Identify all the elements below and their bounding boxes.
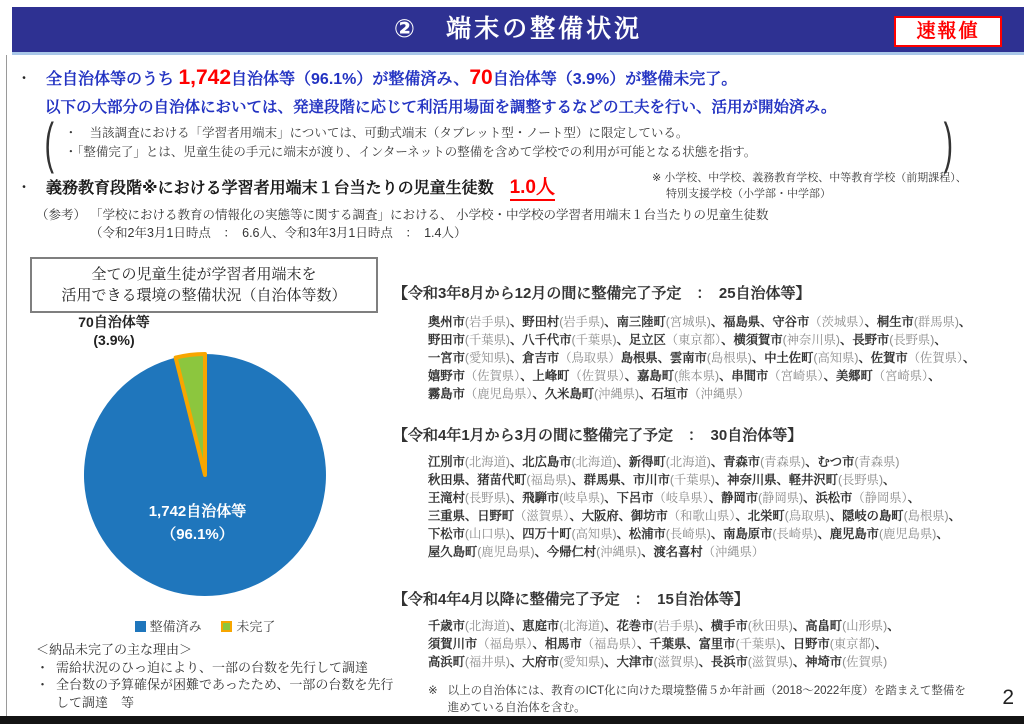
legend-swatch-orange-icon [221, 621, 232, 632]
footnote-mark: ※ [428, 685, 438, 697]
legend-item-incomplete: 未完了 [221, 616, 275, 635]
group2-heading: 【令和4年1月から3月の間に整備完了予定 ： 30自治体等】 [393, 427, 803, 444]
pie-label-incomplete: 70自治体等 (3.9%) [78, 314, 150, 348]
incomplete-reasons-title: ＜納品未完了の主な理由＞ [36, 642, 193, 657]
group1-heading: 【令和3年8月から12月の間に整備完了予定 ： 25自治体等】 [393, 285, 811, 302]
pie-label-complete: 1,742自治体等 （96.1%） [148, 503, 247, 543]
reference-lines: 「学校における教育の情報化の実態等に関する調査」における、 小学校・中学校の学習者用端末１台当たりの児童生徒数 （令和2年3月1日時点 ： 6.6人、令和3年3月1日時点 ： 1.4人） [90, 208, 769, 240]
summary-text-tail: 自治体等（3.9%）が整備未完了。 [492, 71, 738, 88]
summary-count-incomplete: 70 [469, 66, 493, 89]
definition-note-box [40, 111, 958, 174]
school-types-note: ※ 小学校、中学校、義務教育学校、中等教育学校（前期課程）、 特別支援学校（小学部・中学部） [652, 172, 967, 200]
summary-count-complete: 1,742 [178, 66, 232, 89]
summary-text-pre: 全自治体等のうち [46, 71, 179, 88]
devices-per-student-label: 義務教育段階※における学習者用端末１台当たりの児童生徒数 [46, 180, 494, 197]
flash-report-badge: 速報値 [894, 16, 1002, 47]
footnote [428, 683, 994, 717]
group3-municipality-list: 千歳市(北海道)、恵庭市(北海道)、花巻市(岩手県)、横手市(秋田県)、高畠町(山形県)、 須賀川市（福島県）、相馬市（福島県）、千葉県、富里市(千葉県)、日野市(東京都)、 高浜町(福井県)、大府市(愛知県)、大津市(滋賀県)、長浜市(滋賀県)、神埼市(佐賀県) [428, 619, 900, 669]
legend-item-complete: 整備済み [135, 616, 202, 635]
definition-note-lines: ・ 当該調査における「学習者用端末」については、可動式端末（タブレット型・ノート型）に限定している。 ・「整備完了」とは、児童生徒の手元に端末が渡り、インターネットの整備を含めて学校での利用が可能となる状態を指す。 [64, 126, 757, 159]
group2-municipality-list: 江別市(北海道)、北広島市(北海道)、新得町(北海道)、青森市(青森県)、むつ市(青森県) 秋田県、猪苗代町(福島県)、群馬県、市川市(千葉県)、神奈川県、軽井沢町(長野県)、 王滝村(長野県)、飛騨市(岐阜県)、下呂市（岐阜県）、静岡市(静岡県)、浜松市（静岡県）、 三重県、日野町（滋賀県）、大阪府、御坊市（和歌山県）、北栄町(鳥取県)、隠岐の島町(島根県)、 下松市(山口県)、四万十町(高知県)、松浦市(長崎県)、南島原市(長崎県)、鹿児島市(鹿児島県)、 屋久島町(鹿児島県)、今帰仁村(沖縄県)、渡名喜村（沖縄県） [428, 455, 961, 559]
page-number: 2 [1002, 686, 1014, 709]
summary-text-mid: 自治体等（96.1%）が整備済み、 [231, 71, 470, 88]
bullet-icon: ・ [18, 180, 31, 194]
bullet-icon: ・ [18, 71, 31, 85]
page-title: ② 端末の整備状況 [393, 15, 643, 43]
bottom-bar [0, 716, 1024, 724]
pie-legend [55, 616, 355, 635]
slide-header [12, 7, 1024, 55]
group3-heading: 【令和4年4月以降に整備完了予定 ： 15自治体等】 [393, 591, 749, 608]
devices-per-student-line [18, 172, 555, 199]
incomplete-reasons-list: ・ 需給状況のひっ迫により、一部の台数を先行して調達 ・ 全台数の予算確保が困難であったため、一部の台数を先行して調達 等 [16, 659, 402, 712]
summary-line-2: 以下の大部分の自治体においては、発達段階に応じて利活用場面を調整するなどの工夫を行い、活用が開始済み。 [45, 99, 837, 116]
incomplete-reasons [16, 641, 402, 711]
reference-block [36, 206, 769, 242]
footnote-lines: 以上の自治体には、教育のICT化に向けた環境整備５か年計画（2018～2022年度）を踏まえて整備を 進めている自治体を含む。 [447, 685, 966, 714]
group1-municipality-list: 奥州市(岩手県)、野田村(岩手県)、南三陸町(宮城県)、福島県、守谷市（茨城県）、桐生市(群馬県)、 野田市(千葉県)、八千代市(千葉県)、足立区（東京都）、横須賀市(神奈川県)、長野市(長野県)、 一宮市(愛知県)、倉吉市（鳥取県）島根県、雲南市(島根県)、中土佐町(高知県)、佐賀市（佐賀県）、 嬉野市（佐賀県）、上峰町（佐賀県）、嘉島町(熊本県)、串間市（宮崎県）、美郷町（宮崎県）、 霧島市（鹿児島県）、久米島町(沖縄県)、石垣市（沖縄県） [428, 315, 976, 401]
reference-label: （参考） [36, 208, 87, 222]
left-border-line [6, 55, 7, 716]
devices-per-student-value: 1.0人 [510, 177, 555, 201]
right-bracket-icon: ) [944, 111, 954, 174]
pie-chart-svg [60, 330, 350, 620]
pie-chart [60, 330, 350, 620]
chart-title-box: 全ての児童生徒が学習者用端末を 活用できる環境の整備状況（自治体等数） [30, 257, 378, 313]
legend-swatch-blue-icon [135, 621, 146, 632]
summary-line-1 [18, 66, 737, 90]
left-bracket-icon: ( [44, 111, 54, 174]
